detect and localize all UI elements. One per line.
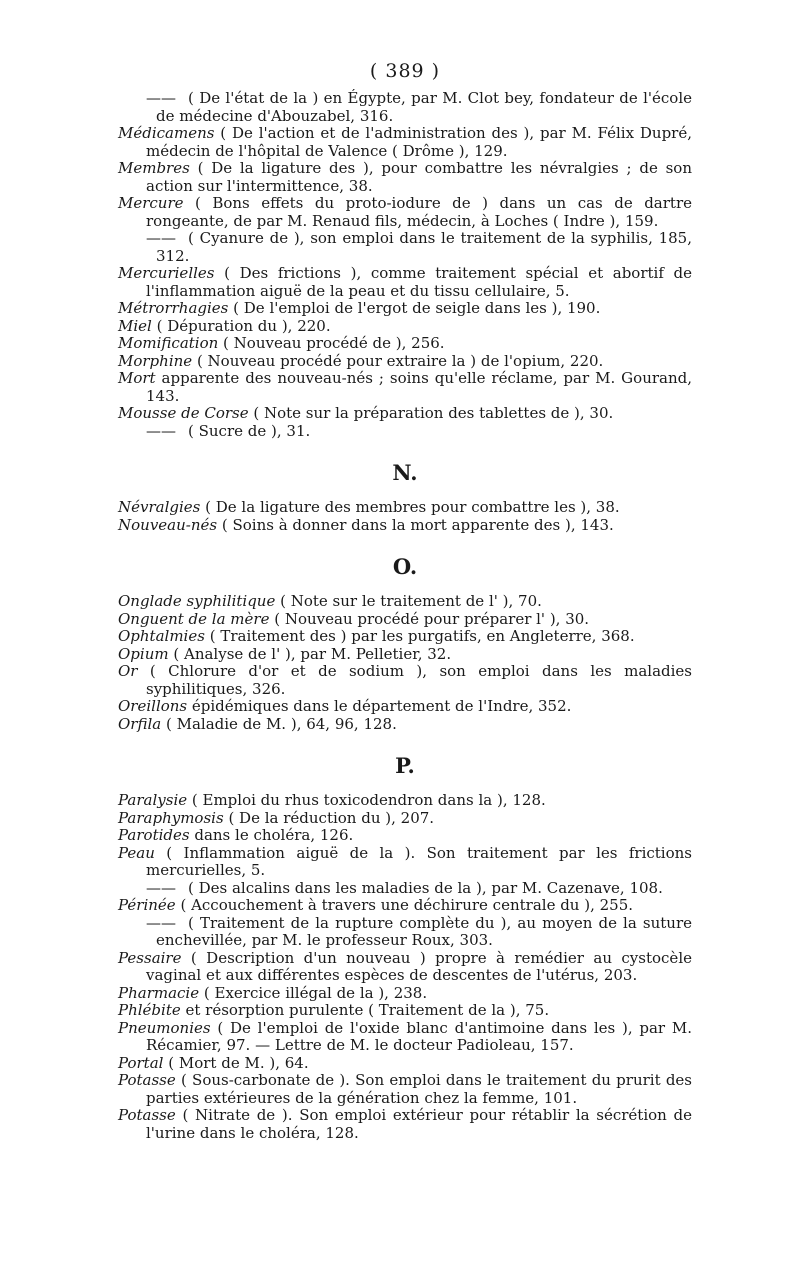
entry-term: Pneumonies (118, 1018, 211, 1037)
index-entry (118, 628, 692, 646)
index-entry (118, 646, 692, 664)
index-entry (118, 716, 692, 734)
entry-term: Potasse (118, 1106, 176, 1124)
entry-text: ( Maladie de M. ), 64, 96, 128. (161, 714, 397, 733)
entry-term: Orfila (118, 714, 162, 733)
index-entry (118, 663, 692, 698)
index-entry (118, 880, 692, 898)
entry-term: Médicamens (118, 124, 215, 142)
entry-term: Opium (118, 644, 169, 663)
index-content (118, 90, 692, 1142)
entry-text: ( Chlorure d'or et de sodium ), son emploi dans les maladies syphilitiques, 326. (137, 662, 692, 698)
entry-text: ( Note sur la préparation des tablettes de ), 30. (248, 404, 614, 422)
entry-term: Ophtalmies (118, 627, 205, 645)
index-entry (118, 195, 692, 230)
entry-text: ( Nitrate de ). Son emploi extérieur pour rétablir la sécrétion de l'urine dans le choléra, 128. (146, 1106, 692, 1142)
entry-term: Métrorrhagies (118, 299, 229, 317)
entry-text: ( Des frictions ), comme traitement spécial et abortif de l'inflammation aiguë de la peau et du tissu cellulaire, 5. (146, 264, 692, 300)
index-entry (118, 265, 692, 300)
index-entry (118, 1020, 692, 1055)
index-entry (118, 810, 692, 828)
entry-term: Morphine (118, 351, 193, 370)
index-entry (118, 230, 692, 265)
index-entry (118, 915, 692, 950)
entry-term: Potasse (118, 1071, 176, 1089)
index-entry (118, 370, 692, 405)
index-entry (118, 845, 692, 880)
entry-term: Paralysie (118, 791, 188, 809)
index-entry (118, 499, 692, 517)
entry-text: ( Traitement de la rupture complète du ), au moyen de la suture enchevillée, par M. le professeur Roux, 303. (156, 913, 692, 949)
entry-text: ( Inflammation aiguë de la ). Son traitement par les frictions mercurielles, 5. (146, 843, 692, 879)
entry-text: ( Dépuration du ), 220. (151, 316, 331, 335)
entry-term: Miel (118, 316, 152, 335)
entry-term: Pessaire (118, 948, 182, 967)
entry-text: ( De l'action et de l'administration des ), par M. Félix Dupré, médecin de l'hôpital de Valence ( Drôme ), 129. (146, 124, 692, 160)
entry-term: Oreillons (118, 697, 188, 715)
entry-term: Mort (118, 369, 156, 387)
entry-text: ( Nouveau procédé pour préparer l' ), 30. (269, 609, 590, 628)
entry-term: Phlébite (118, 1001, 181, 1019)
entry-text: épidémiques dans le département de l'Indre, 352. (187, 697, 572, 715)
repeat-dash: —— (146, 913, 176, 932)
entry-term: Périnée (118, 896, 176, 914)
page-number: ( 389 ) (369, 60, 441, 82)
index-entry (118, 405, 692, 423)
section-letter: P. (395, 753, 415, 778)
entry-text: ( De l'emploi de l'oxide blanc d'antimoine dans les ), par M. Récamier, 97. — Lettre de M. le docteur Padioleau, 157. (146, 1018, 692, 1054)
entry-term: Or (118, 662, 138, 680)
entry-text: ( Bons effets du proto-iodure de ) dans un cas de dartre rongeante, de par M. Renaud fils, médecin, à Loches ( Indre ), 159. (146, 194, 692, 230)
index-entry (118, 1055, 692, 1073)
entry-text: ( Emploi du rhus toxicodendron dans la ), 128. (187, 791, 546, 809)
index-entry (118, 125, 692, 160)
entry-text: dans le choléra, 126. (189, 826, 354, 844)
section-letter: O. (392, 554, 418, 579)
section-letter: N. (392, 460, 418, 485)
entry-text: ( Nouveau procédé pour extraire la ) de l'opium, 220. (192, 351, 604, 370)
entry-term: Peau (118, 843, 155, 862)
index-entry (118, 1002, 692, 1020)
entry-text: et résorption purulente ( Traitement de la ), 75. (180, 1001, 550, 1019)
index-entry (118, 160, 692, 195)
entry-text: ( De la réduction du ), 207. (223, 808, 435, 827)
index-entry (118, 897, 692, 915)
index-entry (118, 611, 692, 629)
entry-text: ( Sous-carbonate de ). Son emploi dans le traitement du prurit des parties extérieures de la génération chez la femme, 101. (146, 1071, 692, 1107)
index-entry (118, 698, 692, 716)
entry-text: ( De l'état de la ) en Égypte, par M. Clot bey, fondateur de l'école de médecine d'Abouzabel, 316. (156, 89, 692, 125)
entry-text: ( Soins à donner dans la mort apparente des ), 143. (217, 515, 614, 534)
entry-text: apparente des nouveau-nés ; soins qu'elle réclame, par M. Gourand, 143. (146, 369, 692, 405)
entry-text: ( Exercice illégal de la ), 238. (199, 983, 428, 1002)
entry-text: ( Cyanure de ), son emploi dans le traitement de la syphilis, 185, 312. (156, 229, 692, 265)
entry-term: Paraphymosis (118, 808, 224, 827)
entry-text: ( Note sur le traitement de l' ), 70. (275, 592, 542, 610)
entry-text: ( Traitement des ) par les purgatifs, en Angleterre, 368. (204, 627, 635, 645)
index-entry (118, 593, 692, 611)
entry-term: Pharmacie (118, 983, 200, 1002)
index-entry (118, 423, 692, 441)
entry-term: Névralgies (118, 498, 201, 516)
entry-list (118, 90, 692, 440)
entry-term: Membres (118, 159, 190, 177)
entry-term: Momification (118, 334, 219, 352)
index-entry (118, 1107, 692, 1142)
repeat-dash: —— (146, 421, 176, 440)
entry-list (118, 792, 692, 1142)
entry-term: Mercurielles (118, 264, 215, 282)
entry-term: Parotides (118, 826, 190, 844)
entry-term: Onglade syphilitique (118, 592, 276, 610)
entry-term: Mousse de Corse (118, 404, 249, 422)
index-entry (118, 1072, 692, 1107)
entry-term: Mercure (118, 194, 184, 212)
entry-list (118, 499, 692, 534)
repeat-dash: —— (146, 878, 176, 897)
index-entry (118, 335, 692, 353)
index-entry (118, 517, 692, 535)
entry-text: ( Analyse de l' ), par M. Pelletier, 32. (168, 644, 452, 663)
index-entry (118, 950, 692, 985)
entry-term: Nouveau-nés (118, 515, 218, 534)
entry-text: ( Nouveau procédé de ), 256. (218, 334, 445, 352)
index-entry (118, 827, 692, 845)
entry-text: ( Des alcalins dans les maladies de la ), par M. Cazenave, 108. (188, 878, 663, 897)
index-entry (118, 985, 692, 1003)
entry-list (118, 593, 692, 733)
entry-text: ( De la ligature des ), pour combattre les névralgies ; de son action sur l'intermittence, 38. (146, 159, 692, 195)
index-entry (118, 318, 692, 336)
entry-text: ( De la ligature des membres pour combattre les ), 38. (200, 498, 620, 516)
index-entry (118, 90, 692, 125)
index-entry (118, 792, 692, 810)
entry-term: Onguent de la mère (118, 609, 270, 628)
entry-text: ( De l'emploi de l'ergot de seigle dans les ), 190. (228, 299, 601, 317)
entry-text: ( Mort de M. ), 64. (163, 1053, 309, 1072)
repeat-dash: —— (146, 229, 176, 247)
repeat-dash: —— (146, 89, 176, 107)
entry-text: ( Accouchement à travers une déchirure centrale du ), 255. (175, 896, 634, 914)
entry-text: ( Description d'un nouveau ) propre à remédier au cystocèle vaginal et aux différentes espèces de descentes de l'utérus, 203. (146, 948, 692, 984)
entry-text: ( Sucre de ), 31. (188, 421, 311, 440)
index-entry (118, 353, 692, 371)
entry-term: Portal (118, 1053, 164, 1072)
index-entry (118, 300, 692, 318)
